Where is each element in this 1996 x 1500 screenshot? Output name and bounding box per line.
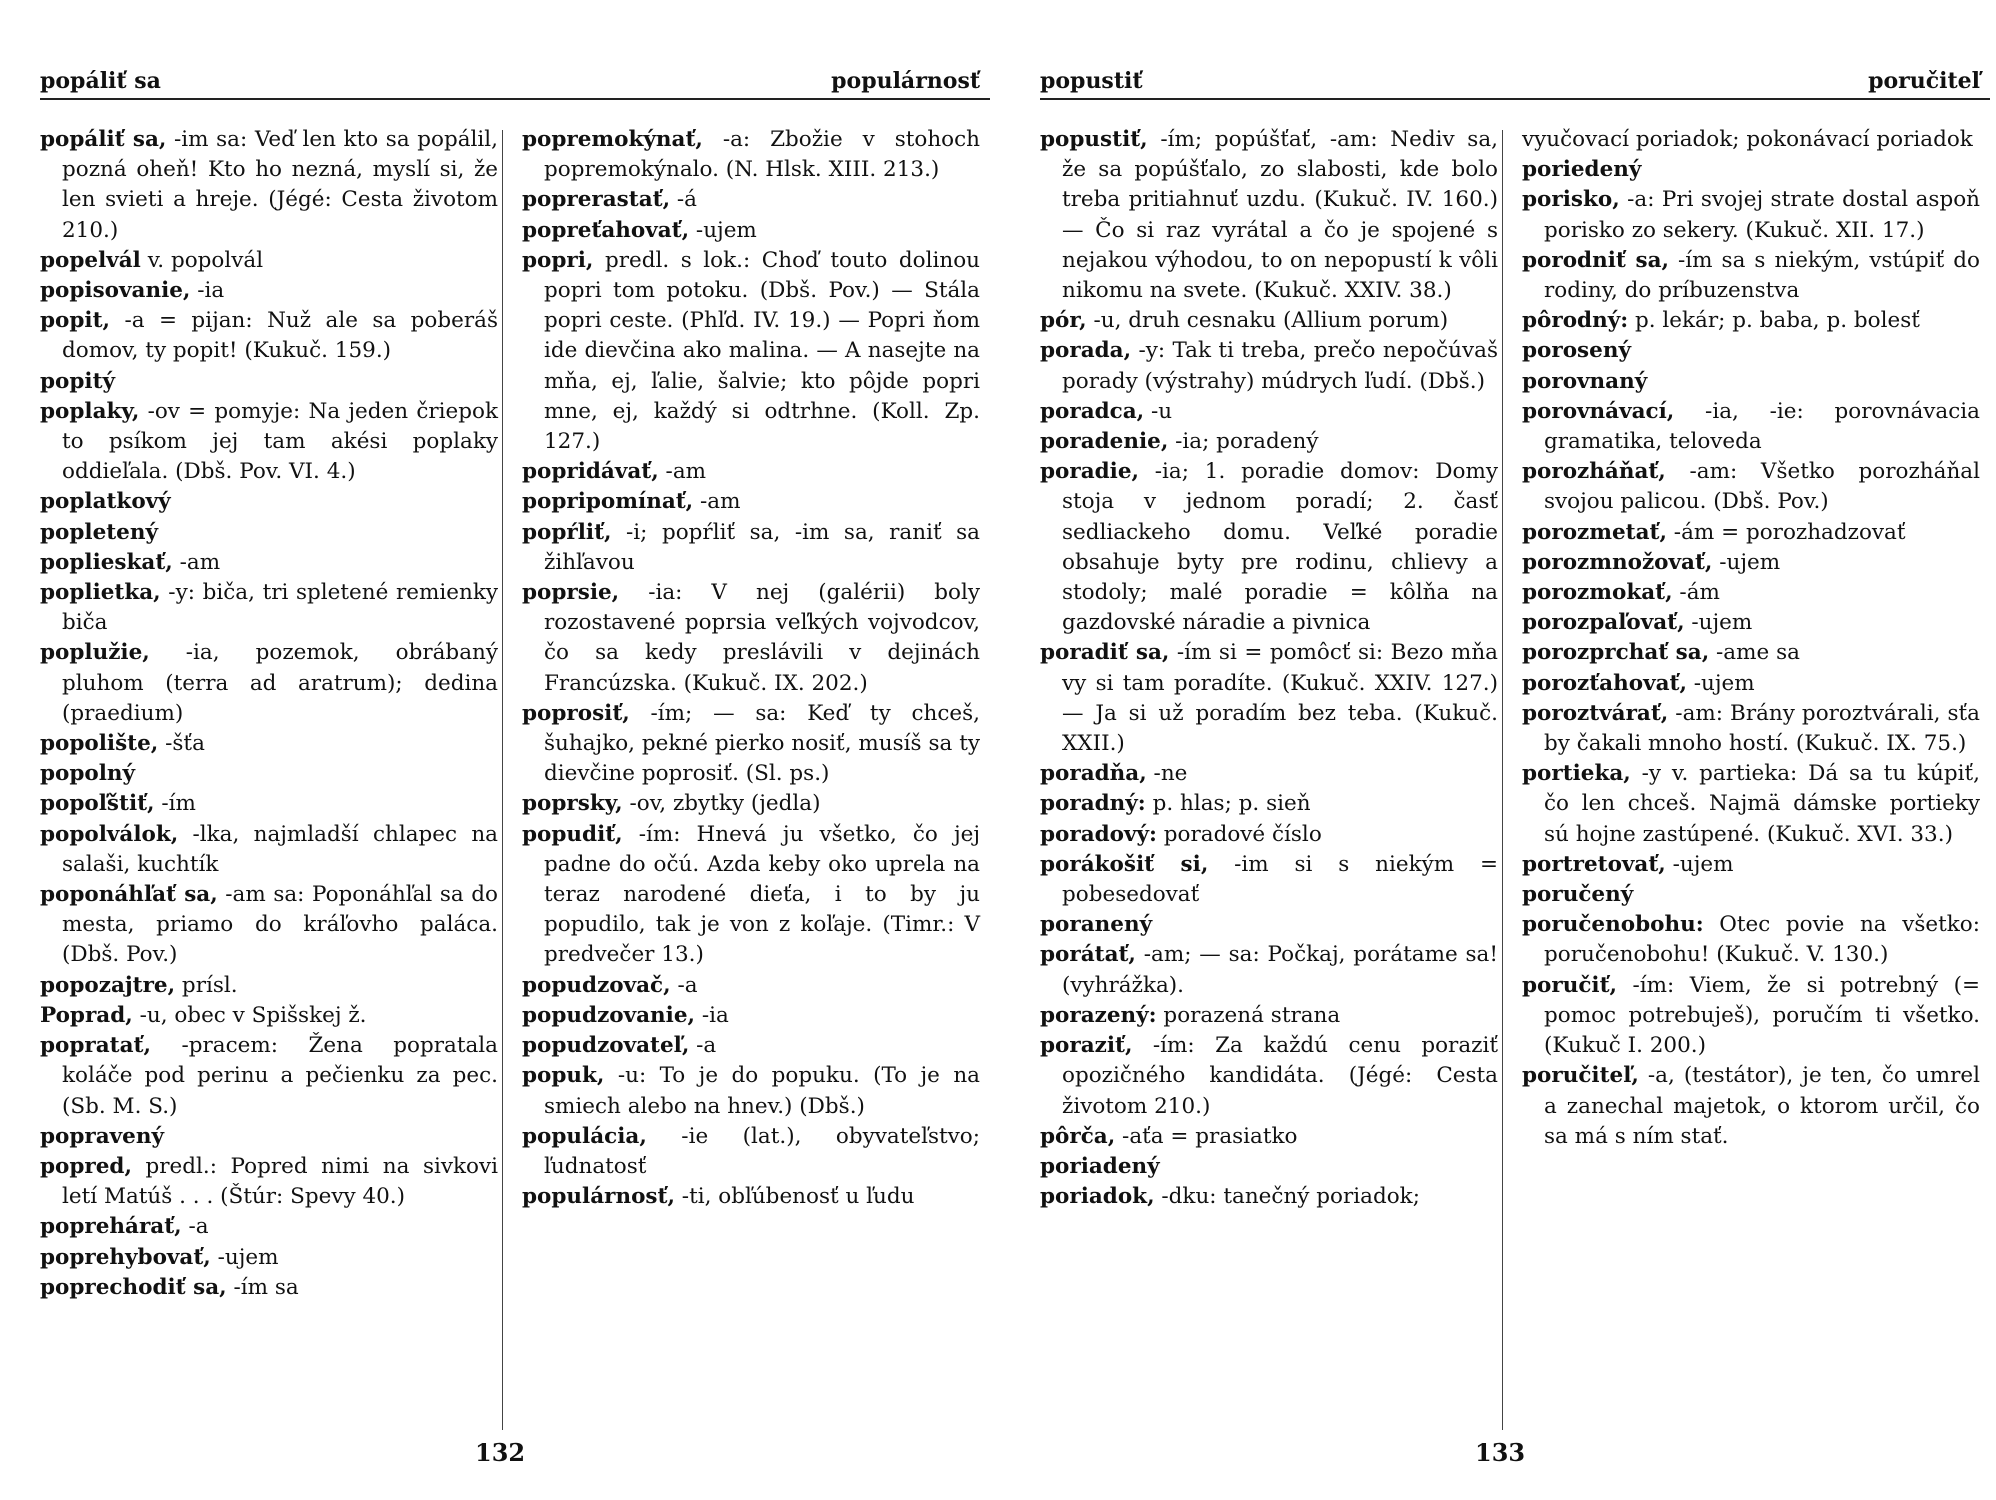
entry-headword: poplaky, [40,398,140,424]
entry-headword: poprsky, [522,791,623,817]
entry-definition: -šťa [158,731,205,757]
column-divider [1502,130,1503,1430]
dictionary-entry [522,518,980,578]
entry-headword: popravený [40,1123,164,1149]
dictionary-entry [40,789,498,819]
entry-headword: poriedený [1522,157,1642,183]
entry-definition: -ím sa [226,1274,299,1300]
dictionary-entry [1522,638,1980,668]
running-head [1040,58,1990,100]
dictionary-entry [1040,397,1498,427]
entry-definition: -im si s niekým = pobesedovať [1062,851,1498,908]
dictionary-entry [1522,518,1980,548]
entry-definition: porazená strana [1156,1002,1341,1028]
dictionary-entry [1040,850,1498,910]
dictionary-entry [1522,246,1980,306]
entry-headword: popripomínať, [522,489,694,515]
entry-headword: poprehybovať, [40,1244,211,1270]
entry-definition: -a [689,1033,717,1059]
left-page-column-2 [522,125,980,1212]
entry-definition: -ie (lat.), obyvateľstvo; ľudnatosť [544,1123,980,1179]
dictionary-entry [40,1152,498,1212]
dictionary-entry [40,1031,498,1122]
entry-headword: popudzovanie, [522,1002,696,1028]
entry-headword: popudzovač, [522,972,671,998]
entry-definition: -am: Brány poroztvárali, sťa by čakali mnoho hostí. (Kukuč. IX. 75.) [1544,700,1980,757]
entry-definition: -ím: Viem, že si potrebný (= pomoc potrebuješ), poručím ti všetko. (Kukuč I. 200.) [1544,972,1980,1059]
entry-definition: -am [693,489,741,515]
entry-definition: -ti, obľúbenosť u ľudu [674,1184,915,1210]
entry-headword: porodniť sa, [1522,247,1669,273]
dictionary-entry [522,1001,980,1031]
entry-definition: -am [172,549,221,575]
dictionary-entry [522,578,980,699]
entry-definition: -aťa = prasiatko [1115,1123,1298,1149]
dictionary-entry [1040,789,1498,819]
entry-headword: porátať, [1040,942,1136,968]
entry-headword: poprerastať, [522,187,671,213]
entry-headword: poručenobohu: [1522,912,1704,938]
entry-definition: prísl. [175,972,238,998]
entry-definition: Otec povie na všetko: poručenobohu! (Kukuč. V. 130.) [1544,912,1980,968]
entry-headword: porozťahovať, [1522,670,1687,696]
dictionary-entry [1040,910,1498,940]
entry-definition: -u, obec v Spišskej ž. [132,1002,367,1028]
dictionary-entry [522,820,980,971]
entry-definition: predl. s lok.: Choď touto dolinou popri tom potoku. (Dbš. Pov.) — Stála popri ceste. (Phľd. IV. 19.) — Popri ňom ide dievčina ako malina. — A nasejte na mňa, ej, ľalie, šalvie; kto pôjde popri mne, ej, každý si odtrhne. (Koll. Zp. 127.) [544,247,980,455]
dictionary-entry [522,125,980,185]
dictionary-entry [40,880,498,971]
dictionary-entry [1040,1122,1498,1152]
entry-headword: porovnaný [1522,368,1648,394]
entry-definition: v. popolvál [140,247,264,273]
entry-headword: poradový: [1040,821,1157,847]
entry-definition: -u [1144,398,1173,424]
dictionary-entry [40,638,498,729]
entry-headword: popri, [522,247,594,273]
entry-definition: p. hlas; p. sieň [1145,791,1311,817]
dictionary-entry [1522,910,1980,970]
entry-headword: popuk, [522,1063,605,1089]
entry-headword: poručený [1522,882,1634,908]
dictionary-entry [1522,397,1980,457]
entry-headword: poroztvárať, [1522,700,1669,726]
entry-definition: -a [670,972,698,998]
entry-headword: popelvál [40,247,141,273]
entry-headword: popolný [40,761,136,787]
entry-headword: pôrča, [1040,1123,1116,1149]
dictionary-entry [1040,1182,1498,1212]
dictionary-entry [40,1212,498,1242]
entry-headword: poradca, [1040,398,1145,424]
entry-headword: poplietka, [40,580,161,606]
entry-headword: poplatkový [40,489,171,515]
entry-definition: -u, druh cesnaku (Allium porum) [1086,308,1449,334]
entry-definition: -ia; 1. poradie domov: Domy stoja v jednom poradí; 2. časť sedliackeho domu. Veľké poradie obsahuje byty pre rodinu, chlievy a stodoly; malé poradie = kôlňa na gazdovské náradie a pivnica [1062,459,1498,636]
dictionary-entry [1522,578,1980,608]
dictionary-entry [40,548,498,578]
entry-definition: -lka, najmladší chlapec na salaši, kuchtík [62,821,498,877]
entry-definition: poradové číslo [1156,821,1322,847]
entry-definition: predl.: Popred nimi na sivkovi letí Matúš . . . (Štúr: Spevy 40.) [62,1153,498,1210]
dictionary-entry [522,487,980,517]
entry-headword: poprosiť, [522,700,630,726]
entry-headword: porozpaľovať, [1522,610,1685,636]
entry-headword: poprsie, [522,580,620,606]
dictionary-entry [40,487,498,517]
entry-headword: popred, [40,1153,132,1179]
entry-definition: -ov, zbytky (jedla) [622,791,821,817]
dictionary-entry [40,578,498,638]
entry-definition: p. lekár; p. baba, p. bolesť [1628,308,1920,334]
entry-definition: -u: To je do popuku. (To je na smiech alebo na hnev.) (Dbš.) [544,1063,980,1119]
dictionary-entry [1040,820,1498,850]
entry-definition: -ám = porozhadzovať [1666,519,1906,545]
dictionary-entry [40,518,498,548]
entry-headword: poručiť, [1522,972,1618,998]
entry-headword: poradný: [1040,791,1146,817]
entry-headword: poručiteľ, [1522,1063,1639,1089]
entry-definition: -y: biča, tri spletené remienky biča [62,580,498,636]
dictionary-entry [40,246,498,276]
entry-definition: vyučovací poriadok; pokonávací poriadok [1522,127,1973,152]
entry-definition: -pracem: Žena popratala koláče pod perinu a pečienku za pec. (Sb. M. S.) [62,1033,498,1119]
entry-definition: -ím: Za každú cenu poraziť opozičného kandidáta. (Jégé: Cesta životom 210.) [1062,1033,1498,1119]
entry-headword: poradiť sa, [1040,640,1170,666]
entry-headword: poprechodiť sa, [40,1274,227,1300]
right-page [1030,0,1990,1500]
entry-definition: -ujem [689,217,757,243]
dictionary-entry [522,1061,980,1121]
dictionary-entry [522,457,980,487]
dictionary-entry [1040,125,1498,306]
entry-definition: -ia: V nej (galérii) boly rozostavené poprsia veľkých vojvodcov, čo sa kedy preslávili v dejinách Francúzska. (Kukuč. IX. 202.) [544,580,980,696]
entry-headword: poranený [1040,912,1153,938]
entry-definition: -a = pijan: Nuž ale sa poberáš domov, ty popit! (Kukuč. 159.) [62,308,498,364]
dictionary-entry [1522,457,1980,517]
entry-headword: poraziť, [1040,1033,1133,1059]
entry-definition: -ím [154,791,196,817]
entry-headword: porozháňať, [1522,459,1666,485]
entry-definition: -ia [695,1002,729,1028]
entry-definition: -ím sa s niekým, vstúpiť do rodiny, do príbuzenstva [1544,247,1980,304]
entry-headword: porozmetať, [1522,519,1667,545]
dictionary-entry [1040,306,1498,336]
dictionary-entry [40,1243,498,1273]
dictionary-entry [40,820,498,880]
entry-definition: -ím si = pomôcť si: Bezo mňa vy si tam poradíte. (Kukuč. XXIV. 127.) — Ja si už poradím bez teba. (Kukuč. XXII.) [1062,640,1498,757]
dictionary-entry [1522,608,1980,638]
entry-definition: -ím; popúšťať, -am: Nediv sa, že sa popúšťalo, zo slabosti, kde bolo treba pritiahnuť uzdu. (Kukuč. IV. 160.) — Čo si raz vyrátal a čo je spojené s nejakou výhodou, to on nepopustí k vôli nikomu na svete. (Kukuč. XXIV. 38.) [1062,127,1498,304]
dictionary-entry [1522,669,1980,699]
entry-headword: poradenie, [1040,429,1169,455]
dictionary-entry [522,246,980,457]
dictionary-entry [522,1031,980,1061]
entry-definition: -ia, pozemok, obrábaný pluhom (terra ad aratrum); dedina (praedium) [62,640,498,726]
entry-definition: -y: Tak ti treba, prečo nepočúvaš porady (výstrahy) múdrych ľudí. (Dbš.) [1062,338,1498,394]
header-left-guideword: popáliť sa [40,68,161,94]
entry-headword: popit, [40,308,110,334]
dictionary-entry [522,1122,980,1182]
entry-headword: poplieskať, [40,549,173,575]
dictionary-entry [1522,306,1980,336]
entry-headword: porisko, [1522,187,1620,213]
dictionary-entry [1522,367,1980,397]
page-number: 133 [1475,1438,1526,1467]
entry-headword: popustiť, [1040,127,1148,152]
entry-headword: portretovať, [1522,851,1666,877]
dictionary-entry [1522,850,1980,880]
entry-definition: -y v. partieka: Dá sa tu kúpiť, čo len chceš. Najmä dámske portieky sú hojne zastúpené. (Kukuč. XVI. 33.) [1544,761,1980,847]
entry-headword: popratať, [40,1033,151,1059]
dictionary-entry [1040,1001,1498,1031]
entry-headword: populárnosť, [522,1184,675,1210]
entry-headword: popozajtre, [40,972,176,998]
entry-headword: poriadok, [1040,1184,1155,1210]
entry-headword: popitý [40,368,115,394]
header-right-guideword: poručiteľ [1868,68,1980,94]
dictionary-entry [1522,185,1980,245]
dictionary-entry [40,276,498,306]
left-page [30,0,990,1500]
dictionary-entry [522,185,980,215]
entry-headword: poprehárať, [40,1214,182,1240]
dictionary-entry [1040,336,1498,396]
entry-definition: -ne [1146,761,1188,787]
entry-headword: populácia, [522,1123,647,1149]
entry-headword: porosený [1522,338,1631,364]
entry-headword: porazený: [1040,1002,1157,1028]
entry-headword: porada, [1040,338,1132,364]
dictionary-entry [1522,155,1980,185]
dictionary-entry [522,699,980,790]
dictionary-entry [522,789,980,819]
dictionary-entry [1522,699,1980,759]
dictionary-entry [1522,336,1980,366]
entry-definition: -ia [190,278,225,304]
dictionary-entry [40,306,498,366]
dictionary-entry [1522,548,1980,578]
entry-headword: popolište, [40,731,159,757]
page-number: 132 [475,1438,526,1467]
entry-definition: -i; popŕliť sa, -im sa, raniť sa žihľavou [544,519,980,575]
dictionary-entry [522,216,980,246]
entry-definition: -ujem [1665,851,1734,877]
dictionary-entry [40,1273,498,1303]
entry-headword: poponáhľať sa, [40,882,218,908]
running-head [40,58,990,100]
entry-definition: -ujem [1712,549,1781,575]
entry-headword: popremokýnať, [522,127,703,152]
entry-headword: portieka, [1522,761,1631,787]
entry-headword: popreťahovať, [522,217,690,243]
entry-headword: popoľštiť, [40,791,155,817]
entry-definition: -am: Všetko porozháňal svojou palicou. (Dbš. Pov.) [1544,459,1980,515]
dictionary-entry [1040,457,1498,638]
column-divider [502,130,503,1430]
dictionary-entry [40,729,498,759]
entry-definition: -a [181,1214,209,1240]
entry-definition: -a: Pri svojej strate dostal aspoň porisko zo sekery. (Kukuč. XII. 17.) [1544,187,1980,243]
entry-definition: -ia; poradený [1168,429,1319,455]
dictionary-entry [1522,125,1980,155]
entry-definition: -a, (testátor), je ten, čo umrel a zanechal majetok, o ktorom určil, čo sa má s ním stať. [1544,1063,1980,1149]
entry-definition: -am sa: Poponáhľal sa do mesta, priamo do kráľovho paláca. (Dbš. Pov.) [62,882,499,968]
entry-headword: porozmokať, [1522,580,1673,606]
entry-headword: popisovanie, [40,278,191,304]
entry-definition: -am; — sa: Počkaj, porátame sa! (vyhrážka). [1062,942,1498,998]
dictionary-entry [1522,971,1980,1062]
entry-headword: porákošiť si, [1040,851,1209,877]
dictionary-entry [1040,1152,1498,1182]
dictionary-entry [40,971,498,1001]
dictionary-entry [1522,880,1980,910]
entry-definition: -ujem [1686,670,1755,696]
dictionary-entry [40,759,498,789]
dictionary-entry [1040,427,1498,457]
entry-headword: pór, [1040,308,1087,334]
dictionary-entry [40,1122,498,1152]
entry-headword: Poprad, [40,1002,133,1028]
dictionary-entry [40,1001,498,1031]
entry-headword: pôrodný: [1522,308,1629,334]
entry-definition: -ia, -ie: porovnávacia gramatika, teloveda [1544,398,1980,455]
dictionary-entry [40,125,498,246]
dictionary-entry [1522,1061,1980,1152]
entry-definition: -dku: tanečný poriadok; [1154,1184,1420,1210]
entry-definition: -am [658,459,707,485]
entry-definition: -ujem [210,1244,279,1270]
entry-definition: -ov = pomyje: Na jeden čriepok to psíkom jej tam akési poplaky oddieľala. (Dbš. Pov. VI. 4.) [62,398,498,485]
dictionary-entry [1522,759,1980,850]
left-page-column-1 [40,125,498,1303]
entry-headword: popolválok, [40,821,179,847]
entry-headword: poplužie, [40,640,150,666]
entry-headword: popudzovateľ, [522,1033,690,1059]
entry-headword: popletený [40,519,158,545]
entry-headword: poradie, [1040,459,1139,485]
entry-headword: poradňa, [1040,761,1147,787]
entry-definition: -á [670,187,697,213]
dictionary-entry [1040,759,1498,789]
entry-headword: popudiť, [522,821,623,847]
dictionary-entry [1040,940,1498,1000]
entry-definition: -a: Zbožie v stohoch popremokýnalo. (N. Hlsk. XIII. 213.) [544,127,980,183]
entry-definition: -ame sa [1709,640,1800,666]
right-page-column-2 [1522,125,1980,1152]
entry-definition: -ujem [1684,610,1753,636]
entry-definition: -im sa: Veď len kto sa popálil, pozná oheň! Kto ho nezná, myslí si, že len svieti a hreje. (Jégé: Cesta životom 210.) [62,127,498,243]
entry-headword: porozmnožovať, [1522,549,1713,575]
entry-definition: -ím: Hnevá ju všetko, čo jej padne do očú. Azda keby oko uprela na teraz narodené dieťa, i to by ju popudilo, tak je von z koľaje. (Timr.: V predvečer 13.) [544,821,980,968]
dictionary-entry [522,971,980,1001]
entry-headword: poriadený [1040,1153,1160,1179]
dictionary-entry [40,397,498,488]
entry-headword: porozprchať sa, [1522,640,1710,666]
dictionary-entry [40,367,498,397]
dictionary-entry [1040,638,1498,759]
header-left-guideword: popustiť [1040,68,1143,94]
entry-definition: -ám [1672,580,1720,606]
dictionary-entry [1040,1031,1498,1122]
entry-headword: porovnávací, [1522,398,1675,424]
entry-headword: popáliť sa, [40,127,167,152]
dictionary-entry [522,1182,980,1212]
right-page-column-1 [1040,125,1498,1212]
entry-headword: popridávať, [522,459,659,485]
header-right-guideword: populárnosť [831,68,980,94]
entry-definition: -ím; — sa: Keď ty chceš, šuhajko, pekné pierko nosiť, musíš sa ty dievčine poprosiť. (Sl. ps.) [544,700,980,787]
entry-headword: popŕliť, [522,519,612,545]
